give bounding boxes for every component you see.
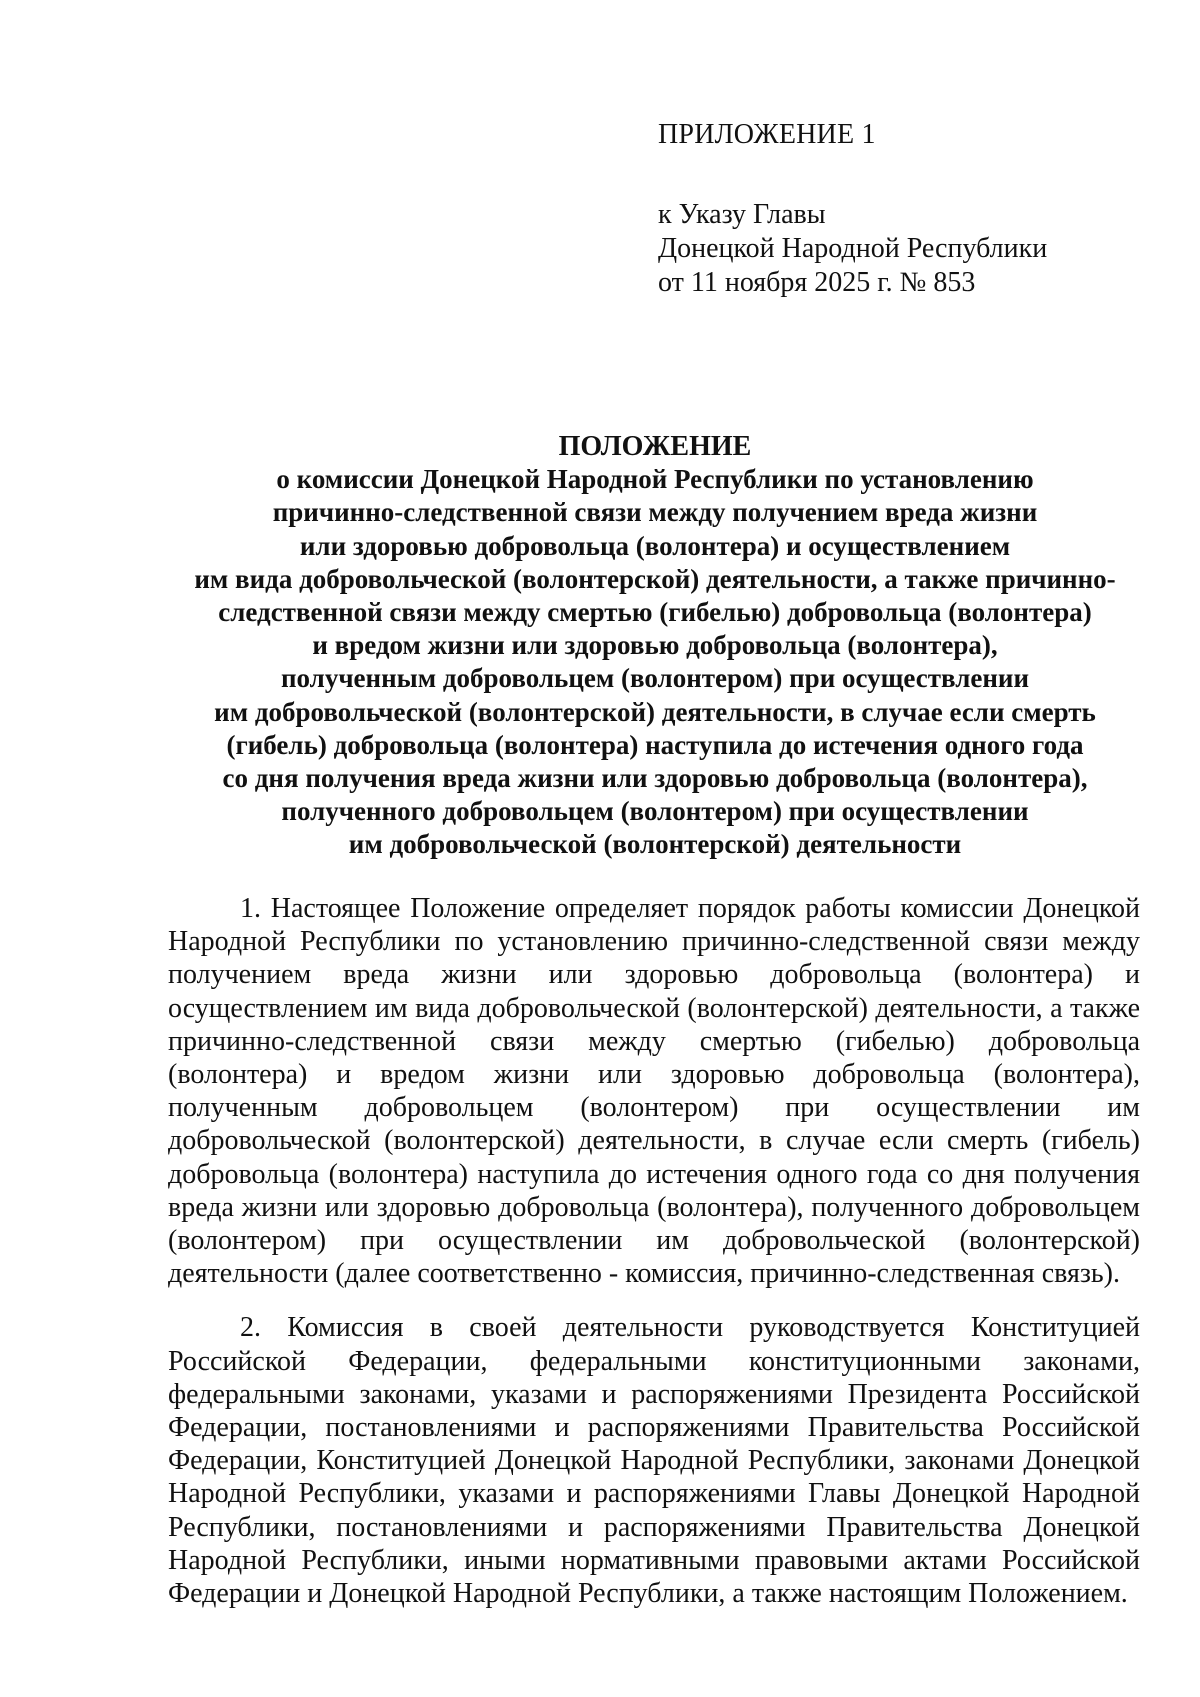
decree-line: от 11 ноября 2025 г. № 853 xyxy=(658,267,976,298)
title-subtitle-line: полученного добровольцем (волонтером) при осуществлении xyxy=(281,796,1029,827)
appendix-label: ПРИЛОЖЕНИЕ 1 xyxy=(658,119,876,150)
title-subtitle-line: им добровольческой (волонтерской) деятельности xyxy=(348,829,962,860)
title-subtitle-line: (гибель) добровольца (волонтера) наступила до истечения одного года xyxy=(226,729,1084,760)
title-subtitle-line: причинно-следственной связи между получением вреда жизни xyxy=(272,497,1038,528)
paragraph-1: 1. Настоящее Положение определяет порядок работы комиссии Донецкой Народной Республики по установлению причинно-следственной связи между получением вреда жизни или здоровью добровольца (волонтера) и осуществлением им вида добровольческой (волонтерской) деятельности, а также причинно-следственной связи между смертью (гибелью) добровольца (волонтера) и вредом жизни или здоровью добровольца (волонтера), полученным добровольцем (волонтером) при осуществлении им добровольческой (волонтерской) деятельности, в случае если смерть (гибель) добровольца (волонтера) наступила до истечения одного года со дня получения вреда жизни или здоровью добровольца (волонтера), полученного добровольцем (волонтером) при осуществлении им добровольческой (волонтерской) деятельности (далее соответственно - комиссия, причинно-следственная связь). xyxy=(168,893,1140,1290)
paragraph-2: 2. Комиссия в своей деятельности руководствуется Конституцией Российской Федерации, федеральными конституционными законами, федеральными законами, указами и распоряжениями Президента Российской Федерации, постановлениями и распоряжениями Правительства Российской Федерации, Конституцией Донецкой Народной Республики, законами Донецкой Народной Республики, указами и распоряжениями Главы Донецкой Народной Республики, постановлениями и распоряжениями Правительства Донецкой Народной Республики, иными нормативными правовыми актами Российской Федерации и Донецкой Народной Республики, а также настоящим Положением. xyxy=(168,1312,1140,1610)
title-subtitle-line: со дня получения вреда жизни или здоровью добровольца (волонтера), xyxy=(222,763,1088,794)
title-subtitle-line: и вредом жизни или здоровью добровольца (волонтера), xyxy=(312,630,998,661)
title-heading: ПОЛОЖЕНИЕ xyxy=(558,431,752,462)
document-title xyxy=(160,430,1150,862)
title-subtitle-line: им вида добровольческой (волонтерской) деятельности, а также причинно- xyxy=(194,563,1116,594)
decree-line: к Указу Главы xyxy=(658,199,826,230)
title-subtitle-line: им добровольческой (волонтерской) деятельности, в случае если смерть xyxy=(214,696,1096,727)
title-subtitle-line: следственной связи между смертью (гибелью) добровольца (волонтера) xyxy=(218,597,1092,628)
title-subtitle-line: о комиссии Донецкой Народной Республики по установлению xyxy=(276,464,1034,495)
decree-reference xyxy=(658,198,1047,300)
title-subtitle-line: или здоровью добровольца (волонтера) и осуществлением xyxy=(299,530,1011,561)
title-subtitle-line: полученным добровольцем (волонтером) при осуществлении xyxy=(280,663,1030,694)
document-body xyxy=(168,892,1140,1610)
decree-line: Донецкой Народной Республики xyxy=(658,233,1048,264)
